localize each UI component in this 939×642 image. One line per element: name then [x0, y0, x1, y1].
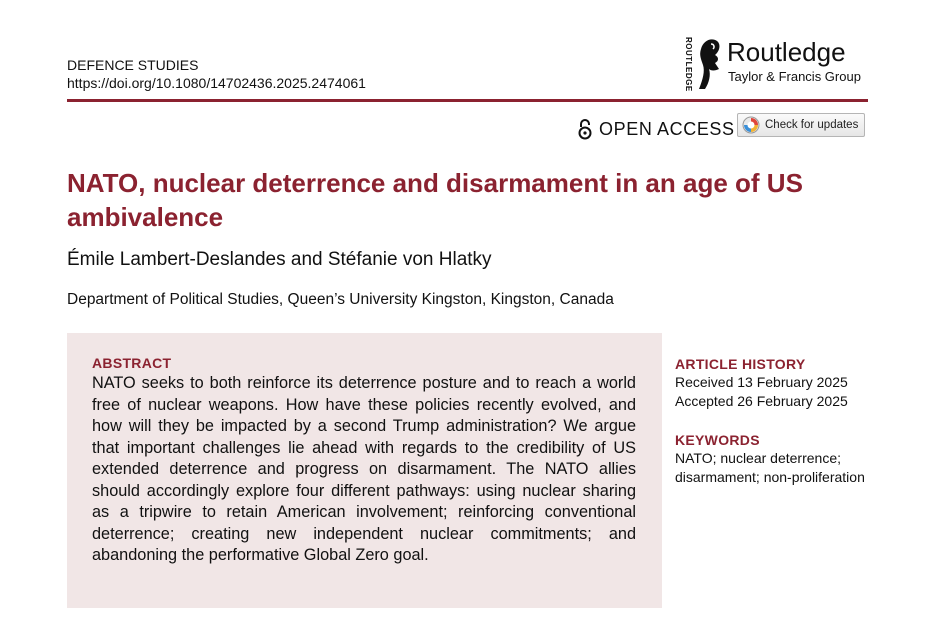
open-lock-icon — [577, 118, 593, 140]
journal-doi[interactable]: https://doi.org/10.1080/14702436.2025.2474061 — [67, 75, 366, 91]
routledge-head-icon — [693, 35, 723, 91]
publisher-group: Taylor & Francis Group — [728, 69, 861, 84]
keywords-heading: KEYWORDS — [675, 432, 760, 448]
keywords-text: NATO; nuclear deterrence; disarmament; non-proliferation — [675, 450, 865, 485]
article-title: NATO, nuclear deterrence and disarmament in an age of US ambivalence — [67, 168, 803, 232]
open-access-badge — [577, 117, 735, 141]
article-history-heading: ARTICLE HISTORY — [675, 356, 806, 372]
article-affiliation: Department of Political Studies, Queen’s University Kingston, Kingston, Canada — [67, 291, 614, 308]
abstract-text: NATO seeks to both reinforce its deterrence posture and to reach a world free of nuclear weapons. How have these policies recently evolved, and how will they be impacted by a second Trump administration? We argue that important challenges lie ahead with regards to the credibility of US extended deterrence and progress on disarmament. The NATO allies should accordingly explore four different pathways: using nuclear sharing as a tripwire to retain American involvement; reinforcing conventional deterrence; creating new independent nuclear commitments; and abandoning the performative Global Zero goal. — [92, 374, 636, 564]
abstract-heading: ABSTRACT — [92, 355, 172, 371]
check-for-updates-button[interactable] — [737, 113, 865, 137]
journal-header — [67, 56, 366, 92]
journal-name: DEFENCE STUDIES — [67, 57, 199, 73]
open-access-label: OPEN ACCESS — [599, 118, 735, 139]
article-authors: Émile Lambert-Deslandes and Stéfanie von Hlatky — [67, 249, 492, 270]
article-sidebar — [675, 355, 875, 487]
header-divider — [67, 99, 868, 102]
crossmark-icon — [742, 116, 760, 134]
publisher-name: Routledge — [727, 37, 846, 67]
accepted-date: Accepted 26 February 2025 — [675, 393, 848, 409]
publisher-vertical-text: ROUTLEDGE — [684, 37, 693, 92]
check-for-updates-label: Check for updates — [765, 119, 859, 131]
received-date: Received 13 February 2025 — [675, 374, 848, 390]
publisher-logo — [683, 35, 873, 90]
